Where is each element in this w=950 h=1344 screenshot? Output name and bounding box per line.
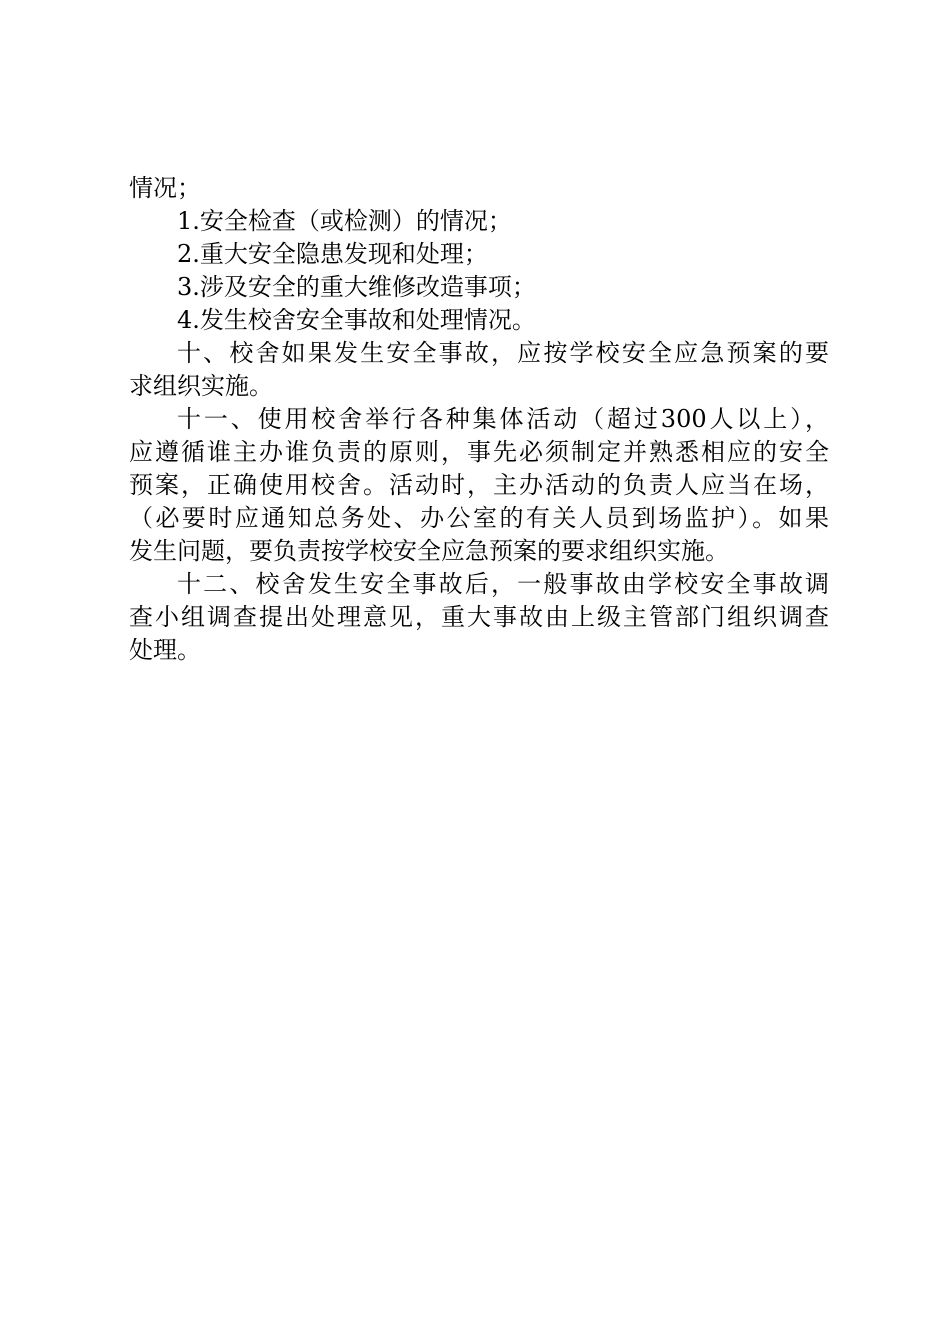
paragraph-line: 发生问题，要负责按学校安全应急预案的要求组织实施。: [129, 537, 729, 565]
paragraph-line: 十、校舍如果发生安全事故，应按学校安全应急预案的要: [177, 339, 829, 367]
list-item: 2.重大安全隐患发现和处理；: [177, 240, 488, 268]
text-line: 情况；: [129, 174, 201, 202]
paragraph-line: 查小组调查提出处理意见，重大事故由上级主管部门组织调查: [129, 603, 829, 631]
paragraph-line: 十二、校舍发生安全事故后，一般事故由学校安全事故调: [177, 570, 829, 598]
paragraph-line: 应遵循谁主办谁负责的原则，事先必须制定并熟悉相应的安全: [129, 438, 829, 466]
list-safety-items: [129, 205, 829, 337]
paragraph-line: 预案，正确使用校舍。活动时，主办活动的负责人应当在场，: [129, 471, 829, 499]
list-item: 4.发生校舍安全事故和处理情况。: [177, 306, 536, 334]
paragraph-twelve: [129, 568, 829, 667]
paragraph-line: （必要时应通知总务处、办公室的有关人员到场监护）。如果: [129, 504, 829, 532]
list-item: 3.涉及安全的重大维修改造事项；: [177, 273, 536, 301]
paragraph-line: 处理。: [129, 636, 201, 664]
list-item: 1.安全检查（或检测）的情况；: [177, 207, 512, 235]
paragraph-line: 十一、使用校舍举行各种集体活动（超过300人以上），: [177, 405, 829, 433]
paragraph-ten: [129, 337, 829, 403]
paragraph-line: 求组织实施。: [129, 372, 273, 400]
paragraph-eleven: [129, 403, 829, 568]
document-body: [129, 172, 829, 667]
